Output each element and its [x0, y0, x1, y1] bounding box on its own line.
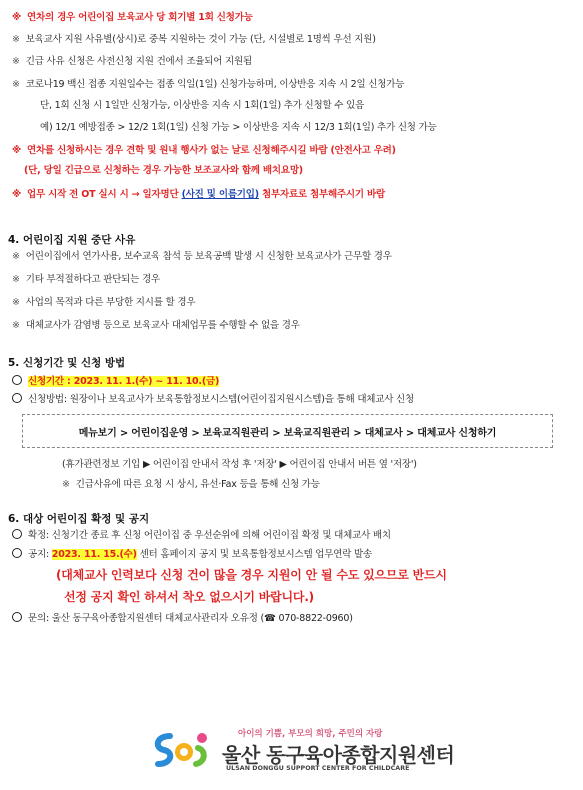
circle-bullet-icon [12, 529, 22, 539]
notice-line [12, 548, 372, 561]
method-text: 신청방법: 원장이나 보육교사가 보육통합정보시스템(어린이집지원시스템)을 통해 대체교사 신청 [28, 394, 415, 405]
warning-line-1: (대체교사 인력보다 신청 건이 많을 경우 지원이 안 될 수도 있으므로 반드시 [56, 568, 447, 582]
org-name-en: ULSAN DONGGU SUPPORT CENTER FOR CHILDCARE [226, 765, 410, 772]
item-text: 사업의 목적과 다른 부당한 지시를 할 경우 [25, 297, 196, 308]
urgent-note: ※ 긴급사유에 따른 요청 시 상시, 유선·Fax 등을 통해 신청 가능 [62, 479, 320, 490]
note-emergency-assist: (단, 당일 긴급으로 신청하는 경우 가능한 보조교사와 함께 배치요망) [24, 165, 303, 176]
circle-bullet-icon [12, 375, 22, 385]
contact-text: 문의: 울산 동구육아종합지원센터 대체교사관리자 오유정 (☎ 070-8822-0960) [28, 613, 353, 624]
note-ot: ※ 업무 시작 전 OT 실시 시 → 일자명단 (사진 및 이름기입) 첨부자료로 첨부해주시기 바람 [12, 189, 385, 200]
menu-path-text: 메뉴보기 > 어린이집운영 > 보육교직원관리 > 보육교직원관리 > 대체교사 > 대체교사 신청하기 [78, 427, 497, 439]
holiday-info-note: (휴가관련정보 기입 ▶ 어린이집 안내서 작성 후 '저장' ▶ 어린이집 안내서 버튼 옆 '저장') [62, 459, 417, 470]
note-covid-example: 예) 12/1 예방접종 > 12/2 1회(1일) 신청 가능 > 이상반응 지속 시 12/3 1회(1일) 추가 신청 가능 [40, 122, 437, 133]
logo-icon [148, 728, 218, 772]
note-text: 긴급 사유 신청은 사전신청 지원 건에서 조율되어 지원됨 [25, 56, 252, 67]
note-text: 보육교사 지원 사유별(상시)로 중복 지원하는 것이 가능 (단, 시설별로 1명씩 우선 지원) [25, 34, 376, 45]
item-text: 대체교사가 감염병 등으로 보육교사 대체업무를 수행할 수 없을 경우 [25, 320, 300, 331]
item-text: 기타 부적절하다고 판단되는 경우 [25, 274, 160, 285]
warning-line-2: 선정 공지 확인 하셔서 착오 없으시기 바랍니다.) [64, 590, 314, 604]
contact-line [12, 612, 353, 625]
note-text: 첨부자료로 첨부해주시기 바람 [258, 189, 385, 200]
period-text: 신청기간 : 2023. 11. 1.(수) ~ 11. 10.(금) [28, 376, 220, 387]
confirm-text: 확정: 신청기간 종료 후 신청 어린이집 중 우선순위에 의해 어린이집 확정 및 대체교사 배치 [28, 530, 391, 541]
note-text: 연차를 신청하시는 경우 견학 및 원내 행사가 없는 날로 신청해주시길 바람 (안전사고 우려) [27, 145, 396, 156]
section4-item: ※ 어린이집에서 연가사용, 보수교육 참석 등 보육공백 발생 시 신청한 보육교사가 근무할 경우 [12, 251, 392, 262]
note-annual-leave: ※ 연차의 경우 어린이집 보육교사 당 회기별 1회 신청가능 [12, 12, 253, 23]
notice-label: 공지: [28, 549, 52, 560]
org-logo [148, 728, 218, 772]
section4-title: 4. 어린이집 지원 중단 사유 [8, 234, 136, 246]
note-duplicate-support: ※ 보육교사 지원 사유별(상시)로 중복 지원하는 것이 가능 (단, 시설별로 1명씩 우선 지원) [12, 34, 376, 45]
notice-text: 센터 홈페이지 공지 및 보육통합정보시스템 업무연락 발송 [136, 549, 372, 560]
photo-name-link: (사진 및 이름기입) [181, 189, 259, 200]
notice-date: 2023. 11. 15.(수) [51, 549, 137, 560]
circle-bullet-icon [12, 548, 22, 558]
note-text: 자명단 [151, 189, 182, 200]
note-covid-detail: 단, 1회 신청 시 1일만 신청가능, 이상반응 지속 시 1회(1일) 추가 신청할 수 있음 [40, 100, 365, 111]
section6-title: 6. 대상 어린이집 확정 및 공지 [8, 513, 150, 525]
application-method [12, 393, 414, 406]
confirm-line [12, 529, 391, 542]
circle-bullet-icon [12, 393, 22, 403]
circle-bullet-icon [12, 612, 22, 622]
note-text: 업무 시작 전 OT 실시 시 → 일 [27, 189, 152, 200]
section4-item: ※ 대체교사가 감염병 등으로 보육교사 대체업무를 수행할 수 없을 경우 [12, 320, 300, 331]
section4-item: ※ 사업의 목적과 다른 부당한 지시를 할 경우 [12, 297, 196, 308]
section5-title: 5. 신청기간 및 신청 방법 [8, 357, 126, 369]
application-period [12, 375, 219, 388]
org-name: 울산 동구육아종합지원센터 [222, 743, 455, 767]
note-urgent: ※ 긴급 사유 신청은 사전신청 지원 건에서 조율되어 지원됨 [12, 56, 252, 67]
section4-item: ※ 기타 부적절하다고 판단되는 경우 [12, 274, 160, 285]
note-leave-dates: ※ 연차를 신청하시는 경우 견학 및 원내 행사가 없는 날로 신청해주시길 바람 (안전사고 우려) [12, 145, 396, 156]
note-covid: ※ 코로나19 백신 접종 지원일수는 접종 익일(1일) 신청가능하며, 이상반응 지속 시 2일 신청가능 [12, 79, 405, 90]
item-text: 어린이집에서 연가사용, 보수교육 참석 등 보육공백 발생 시 신청한 보육교사가 근무할 경우 [25, 251, 392, 262]
note-text: 연차의 경우 어린이집 보육교사 당 회기별 1회 신청가능 [27, 12, 253, 23]
note-text: 긴급사유에 따른 요청 시 상시, 유선·Fax 등을 통해 신청 가능 [75, 479, 320, 490]
org-slogan: 아이의 기쁨, 부모의 희망, 주민의 자랑 [238, 729, 383, 739]
note-text: 코로나19 백신 접종 지원일수는 접종 익일(1일) 신청가능하며, 이상반응 지속 시 2일 신청가능 [25, 79, 405, 90]
menu-path-box [22, 414, 553, 448]
